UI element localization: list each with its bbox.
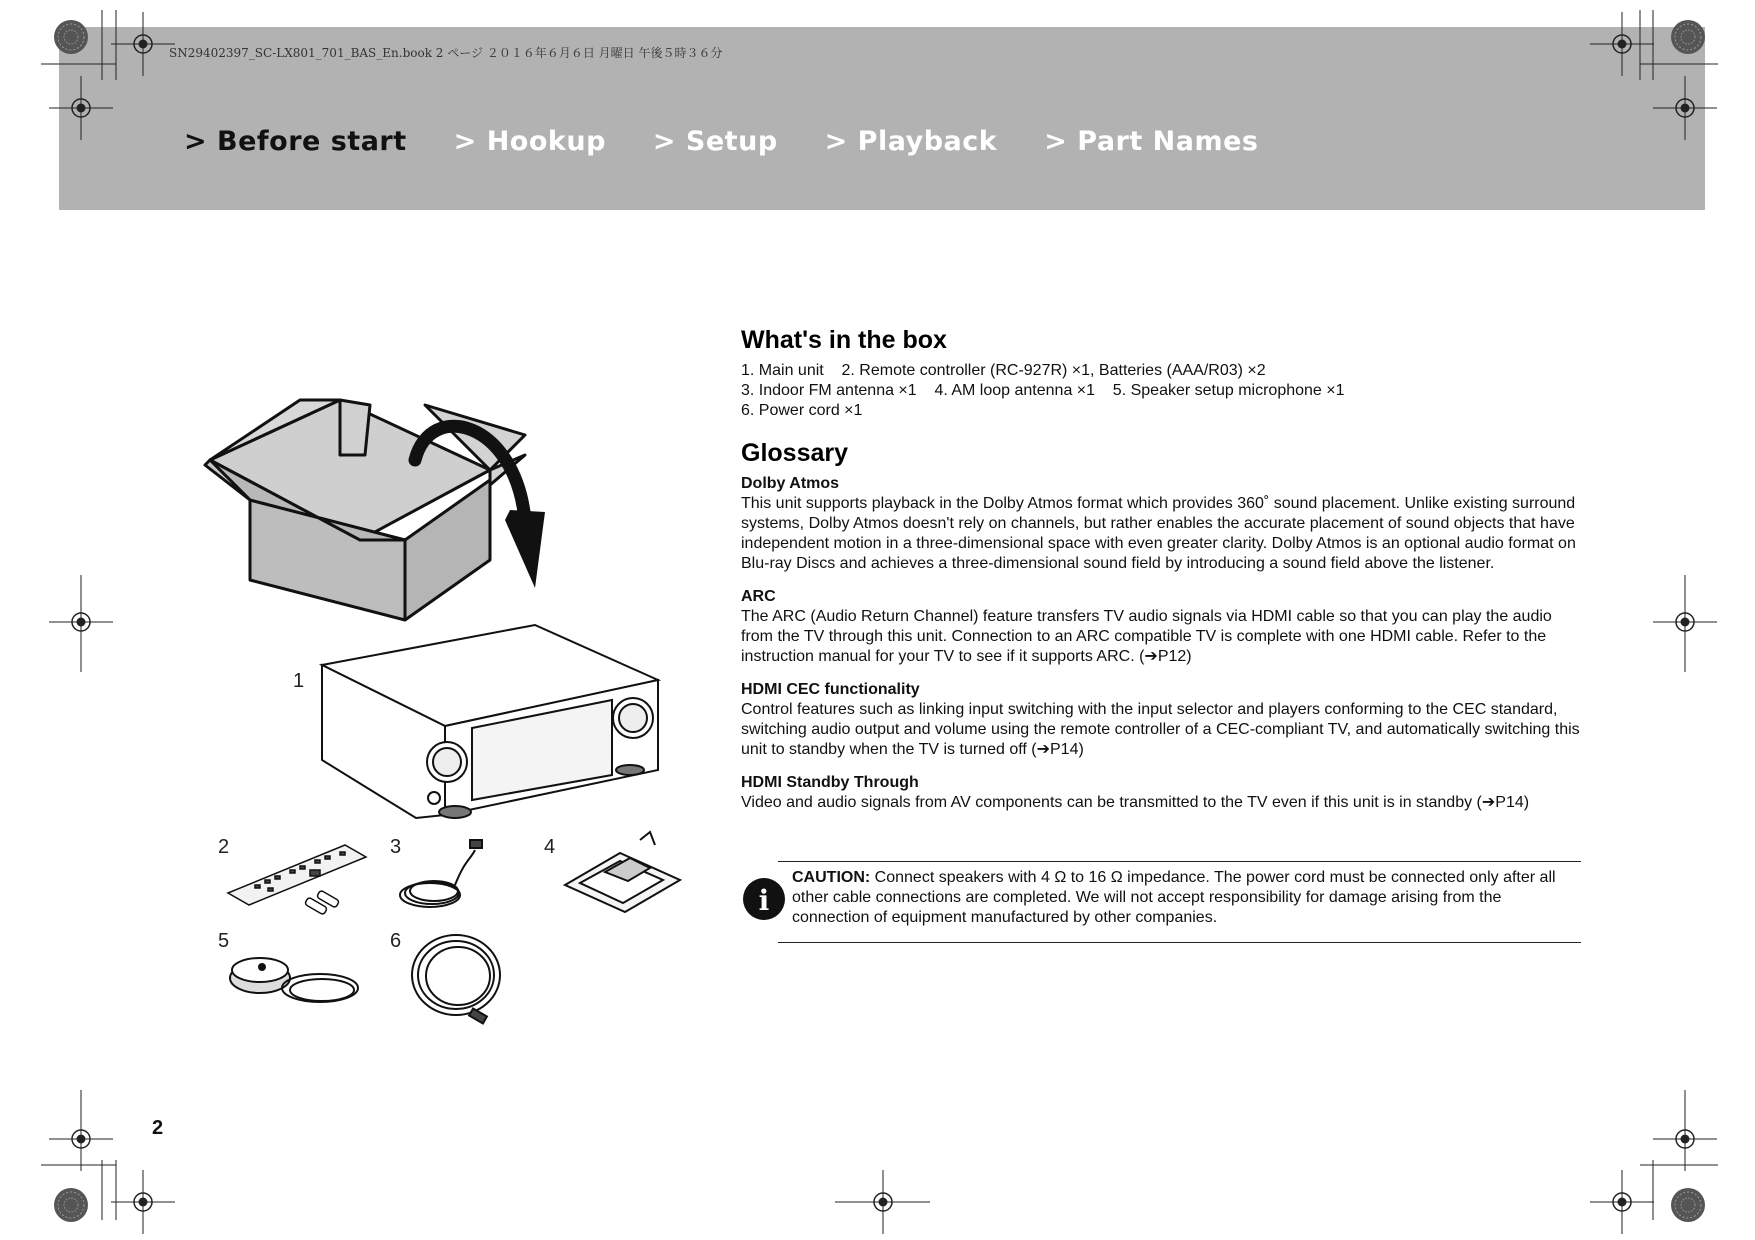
item-number: 3	[390, 836, 402, 858]
registration-mark-icon	[1590, 12, 1654, 76]
arrow-head-icon	[505, 510, 545, 588]
glossary-term: Dolby Atmos	[741, 475, 840, 492]
corner-burst-icon	[1671, 20, 1705, 54]
caution-label: CAUTION:	[792, 869, 871, 886]
caution-rule	[778, 861, 1581, 862]
glossary-term: HDMI CEC functionality	[741, 681, 920, 698]
power-cord-illustration	[412, 935, 500, 1023]
nav-part-names[interactable]: > Part Names	[1044, 126, 1259, 157]
item-number: 4	[544, 836, 556, 858]
page-number: 2	[152, 1117, 164, 1139]
glossary-term: HDMI Standby Through	[741, 774, 919, 791]
glossary-text: Video and audio signals from AV components can be transmitted to the TV even if this unit is in standby (➔P14)	[741, 794, 1530, 811]
nav-hookup[interactable]: > Hookup	[453, 126, 606, 157]
caution-text	[792, 868, 1580, 928]
registration-mark-icon	[49, 76, 113, 140]
item-number: 2	[218, 836, 230, 858]
glossary-term: ARC	[741, 588, 776, 605]
remote-controller-illustration	[228, 845, 366, 915]
item-number: 1	[293, 670, 305, 692]
corner-burst-icon	[1671, 1188, 1705, 1222]
corner-burst-icon	[54, 20, 88, 54]
box-line: 1. Main unit 2. Remote controller (RC-927R) ×1, Batteries (AAA/R03) ×2	[741, 362, 1266, 379]
fm-antenna-illustration	[400, 840, 482, 907]
corner-burst-icon	[54, 1188, 88, 1222]
nav-setup[interactable]: > Setup	[652, 126, 778, 157]
main-content	[741, 326, 1581, 826]
print-info: SN29402397_SC-LX801_701_BAS_En.book 2 ページ ２０１６年６月６日 月曜日 午後５時３６分	[169, 46, 723, 60]
am-loop-antenna-illustration	[565, 832, 680, 912]
box-title: What's in the box	[741, 326, 947, 354]
glossary-text: Control features such as linking input switching with the input selector and players conforming to the CEC standard, switching audio output and volume using the remote controller of a CEC-compliant TV, and automatically switching this unit to standby when the TV is turned off (➔P14)	[741, 701, 1580, 758]
caution-body: Connect speakers with 4 Ω to 16 Ω impedance. The power cord must be connected only after all other cable connections are completed. We will not accept responsibility for damage arising from the connection of equipment manufactured by other companies.	[792, 869, 1556, 926]
nav-playback[interactable]: > Playback	[824, 126, 998, 157]
box-line: 6. Power cord ×1	[741, 402, 863, 419]
caution-rule	[778, 942, 1581, 943]
nav-before-start[interactable]: > Before start	[184, 126, 407, 157]
main-unit-illustration	[322, 625, 658, 818]
box-line: 3. Indoor FM antenna ×1 4. AM loop antenna ×1 5. Speaker setup microphone ×1	[741, 382, 1345, 399]
item-number: 5	[218, 930, 230, 952]
item-number: 6	[390, 930, 402, 952]
registration-mark-icon	[111, 1170, 175, 1234]
registration-mark-icon	[1590, 1170, 1654, 1234]
info-icon-glyph: i	[758, 884, 770, 917]
glossary-title: Glossary	[741, 439, 849, 467]
glossary-text: This unit supports playback in the Dolby Atmos format which provides 360˚ sound placement. Unlike existing surround systems, Dolby Atmos doesn't rely on channels, but rather enables the accurate placement of sound objects that have independent motion in a three-dimensional space with even greater clarity. Dolby Atmos is an optional audio format on Blu-ray Discs and achieves a three-dimensional sound field by introducing a sound field above the listener.	[741, 495, 1576, 572]
glossary-text: The ARC (Audio Return Channel) feature transfers TV audio signals via HDMI cable so that you can play the audio from the TV through this unit. Connection to an ARC compatible TV is complete with one HDMI cable. Refer to the instruction manual for your TV to see if it supports ARC. (➔P12)	[741, 608, 1552, 665]
registration-mark-icon	[111, 12, 175, 76]
registration-mark-icon	[1653, 76, 1717, 140]
microphone-illustration	[230, 958, 358, 1002]
